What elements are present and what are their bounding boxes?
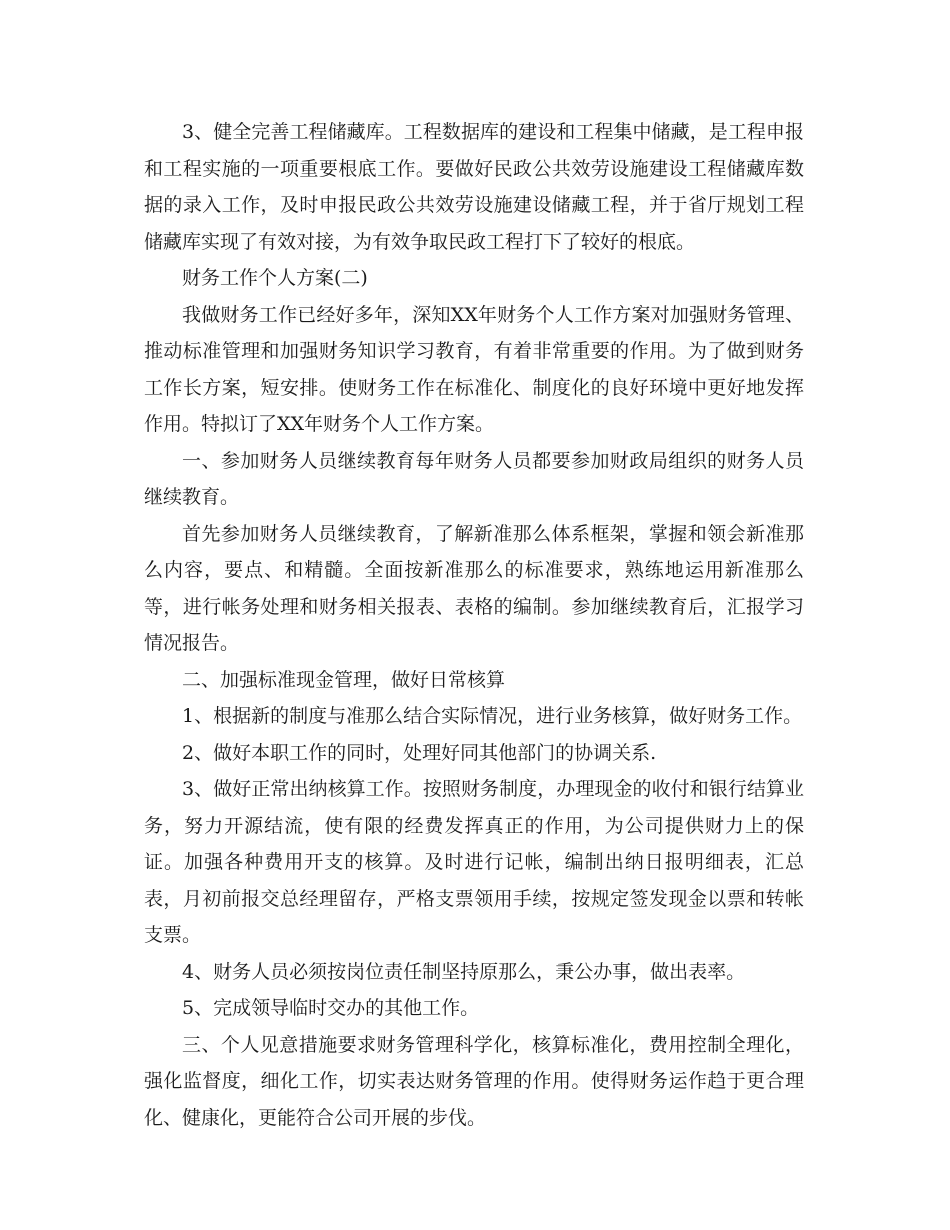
paragraph-item-1: 1、根据新的制度与准那么结合实际情况，进行业务核算，做好财务工作。 bbox=[182, 705, 803, 727]
paragraph-continuing-education: 首先参加财务人员继续教育，了解新准那么体系框架，掌握和领会新准那么内容，要点、和精髓。全面按新准那么的标准要求，熟练地运用新准那么等，进行帐务处理和财务相关报表、表格的编制。参加继续教育后，汇报学习情况报告。 bbox=[144, 522, 804, 654]
paragraph-section-three: 三、个人见意措施要求财务管理科学化，核算标准化，费用控制全理化，强化监督度，细化工作，切实表达财务管理的作用。使得财务运作趋于更合理化、健康化，更能符合公司开展的步伐。 bbox=[144, 1033, 804, 1129]
paragraph-project-repository: 3、健全完善工程储藏库。工程数据库的建设和工程集中储藏，是工程申报和工程实施的一项重要根底工作。要做好民政公共效劳设施建设工程储藏库数据的录入工作，及时申报民政公共效劳设施建设储藏工程，并于省厅规划工程储藏库实现了有效对接，为有效争取民政工程打下了较好的根底。 bbox=[144, 121, 804, 253]
paragraph-section-one: 一、参加财务人员继续教育每年财务人员都要参加财政局组织的财务人员继续教育。 bbox=[144, 449, 804, 508]
paragraph-item-4: 4、财务人员必须按岗位责任制坚持原那么，秉公办事，做出表率。 bbox=[182, 960, 746, 983]
paragraph-item-3: 3、做好正常出纳核算工作。按照财务制度，办理现金的收付和银行结算业务，努力开源结流，使有限的经费发挥真正的作用，为公司提供财力上的保证。加强各种费用开支的核算。及时进行记帐，编制出纳日报明细表，汇总表，月初前报交总经理留存，严格支票领用手续，按规定签发现金以票和转帐支票。 bbox=[144, 778, 804, 946]
paragraph-section-two: 二、加强标准现金管理，做好日常核算 bbox=[182, 668, 506, 691]
document-body bbox=[144, 114, 804, 1136]
paragraph-item-2: 2、做好本职工作的同时，处理好同其他部门的协调关系. bbox=[182, 741, 657, 764]
paragraph-item-5: 5、完成领导临时交办的其他工作。 bbox=[182, 997, 480, 1019]
paragraph-intro: 我做财务工作已经好多年，深知XX年财务个人工作方案对加强财务管理、推动标准管理和加强财务知识学习教育，有着非常重要的作用。为了做到财务工作长方案，短安排。使财务工作在标准化、制度化的良好环境中更好地发挥作用。特拟订了XX年财务个人工作方案。 bbox=[144, 303, 804, 435]
section-heading-plan-two: 财务工作个人方案(二) bbox=[182, 267, 368, 289]
